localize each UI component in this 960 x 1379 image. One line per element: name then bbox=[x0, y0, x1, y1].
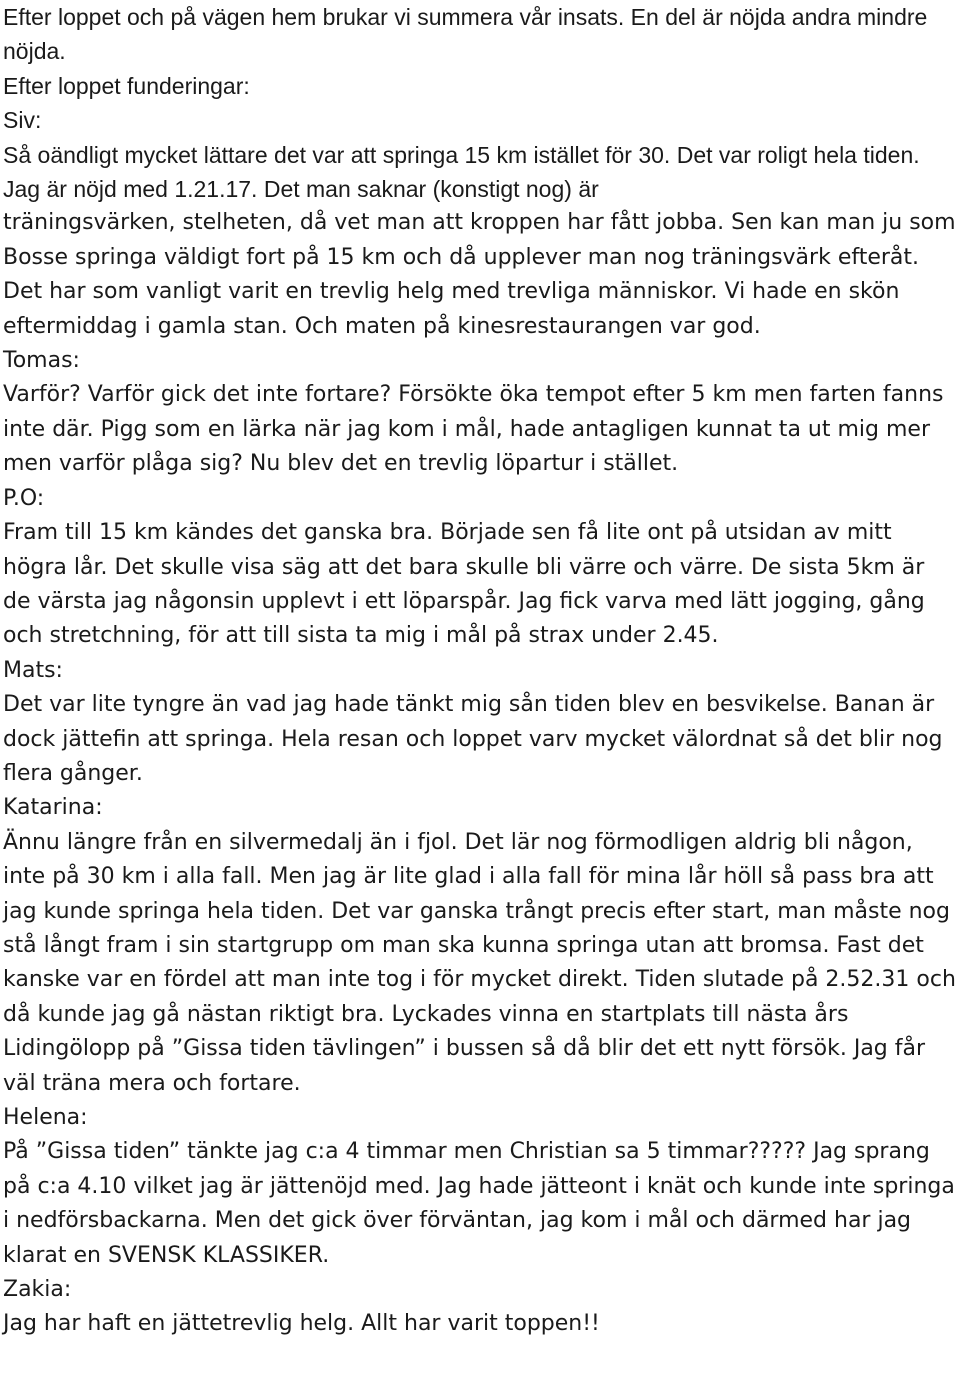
speaker-text-helena: På ”Gissa tiden” tänkte jag c:a 4 timmar men Christian sa 5 timmar????? Jag sprang på c:a 4.10 vilket jag är jättenöjd med. Jag hade jätteont i knät och kunde inte springa i nedförsbackarna. Men det gick över förväntan, jag kom i mål och därmed har jag klarat en SVENSK KLASSIKER. bbox=[3, 1139, 955, 1268]
speaker-text-siv-lead: Så oändligt mycket lättare det var att springa 15 km istället för 30. Det var roligt hela tiden. Jag är nöjd med 1.21.17. Det man saknar (konstigt nog) är bbox=[3, 141, 920, 203]
speaker-name-po: P.O: bbox=[3, 485, 45, 511]
speaker-text-siv: träningsvärken, stelheten, då vet man att kroppen har fått jobba. Sen kan man ju som Bosse springa väldigt fort på 15 km och då upplever man nog träningsvärk efteråt. Det har som vanligt varit en trevlig helg med trevliga människor. Vi hade en skön eftermiddag i gamla stan. Och maten på kinesrestaurangen var god. bbox=[3, 210, 956, 339]
speaker-text-mats: Det var lite tyngre än vad jag hade tänkt mig sån tiden blev en besvikelse. Banan är dock jättefin att springa. Hela resan och loppet varv mycket välordnat så det blir nog flera gånger. bbox=[3, 692, 943, 786]
speaker-text-katarina: Ännu längre från en silvermedalj än i fjol. Det lär nog förmodligen aldrig bli någon, inte på 30 km i alla fall. Men jag är lite glad i alla fall för mina lår höll så pass bra att jag kunde springa hela tiden. Det var ganska trångt precis efter start, man måste nog stå långt fram i sin startgrupp om man ska kunna springa utan att bromsa. Fast det kanske var en fördel att man inte tog i för mycket direkt. Tiden slutade på 2.52.31 och då kunde jag gå nästan riktigt bra. Lyckades vinna en startplats till nästa års Lidingölopp på ”Gissa tiden tävlingen” i bussen så då blir det ett nytt försök. Jag får väl träna mera och fortare. bbox=[3, 829, 956, 1096]
speaker-name-zakia: Zakia: bbox=[3, 1277, 72, 1303]
speaker-text-po: Fram till 15 km kändes det ganska bra. Började sen få lite ont på utsidan av mitt högra lår. Det skulle visa säg att det bara skulle bli värre och värre. De sista 5km är de värsta jag någonsin upplevt i ett löparspår. Jag fick varva med lätt jogging, gång och stretchning, för att till sista ta mig i mål på strax under 2.45. bbox=[3, 520, 925, 649]
section-heading: Efter loppet funderingar: bbox=[3, 72, 250, 99]
speaker-text-tomas: Varför? Varför gick det inte fortare? Försökte öka tempot efter 5 km men farten fanns inte där. Pigg som en lärka när jag kom i mål, hade antagligen kunnat ta ut mig mer men varför plåga sig? Nu blev det en trevlig löpartur i stället. bbox=[3, 382, 944, 477]
speaker-name-tomas: Tomas: bbox=[3, 348, 80, 374]
speaker-name-siv: Siv: bbox=[3, 107, 42, 134]
speaker-text-zakia: Jag har haft en jättetrevlig helg. Allt har varit toppen!! bbox=[3, 1311, 600, 1337]
speaker-name-helena: Helena: bbox=[3, 1105, 88, 1130]
intro-paragraph: Efter loppet och på vägen hem brukar vi summera vår insats. En del är nöjda andra mindre nöjda. bbox=[3, 4, 928, 65]
speaker-name-mats: Mats: bbox=[3, 657, 63, 683]
speaker-name-katarina: Katarina: bbox=[3, 795, 103, 821]
